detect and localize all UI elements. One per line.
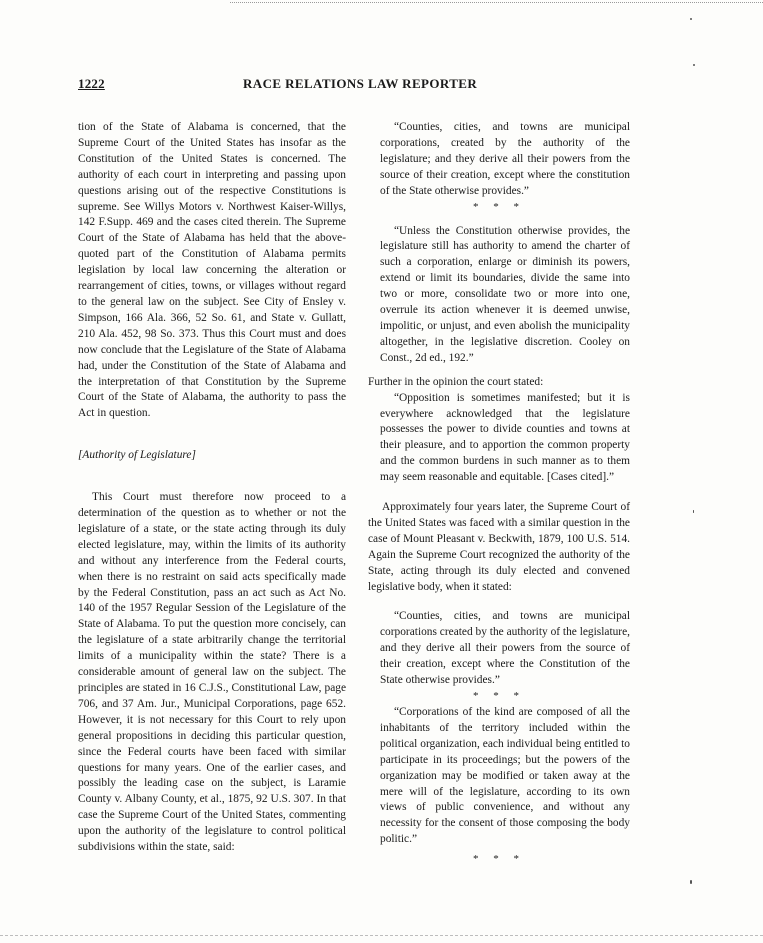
paragraph-further: Further in the opinion the court stated: [368, 375, 544, 388]
top-dotted-border [230, 2, 763, 3]
left-paragraph-2: This Court must therefore now proceed to a determination of the question as to whether or not the legislature of a state, or the state acting through its duly elected legislature, may, within the limits of its authority and without any interference from the Federal courts, when there is no restraint on said acts specifically made by the Federal Constitution, pass an act such as Act No. 140 of the 1957 Regular Session of the Legislature of the State of Alabama. To put the question more concisely, can the legislature of a state arbitrarily change the territorial limits of a municipality within the state? There is a considerable amount of general law on the subject. The principles are stated in 16 C.J.S., Constitutional Law, page 706, and 37 Am. Jur., Municipal Corporations, page 652. However, it is not necessary for this Court to rely upon general propositions in deciding this particular question, since the Federal courts have been faced with similar questions for many years. One of the earlier cases, and possibly the leading case on the subject, is Laramie County v. Albany County, et al., 1875, 92 U.S. 307. In that case the Supreme Court of the United States, commenting upon the authority of the legislature to control political subdivisions within the state, said: [78, 491, 346, 854]
quote-4: “Counties, cities, and towns are municipal corporations created by the authority of the legislature, and they derive all their powers from the source of their creation, except where the Constitution of the State otherwise provides.” [380, 610, 630, 687]
running-title: RACE RELATIONS LAW REPORTER [243, 76, 478, 91]
right-column [368, 120, 630, 868]
bottom-dashed-border [0, 935, 763, 936]
ellipsis-stars-2: * * * [473, 690, 525, 702]
left-paragraph-1: tion of the State of Alabama is concerned, that the Supreme Court of the United States has insofar as the Constitution of the United States is concerned. The authority of each court in interpreting and passing upon questions arising out of the respective Constitutions is supreme. See Willys Motors v. Northwest Kaiser-Willys, 142 F.Supp. 469 and the cases cited therein. The Supreme Court of the State of Alabama has held that the above-quoted part of the Constitution of Alabama permits legislation by local law concerning the alteration or rearrangement of cities, towns, or villages without regard to the general law on the subject. See City of Ensley v. Simpson, 166 Ala. 366, 52 So. 61, and State v. Gullatt, 210 Ala. 452, 98 So. 373. Thus this Court must and does now conclude that the Legislature of the State of Alabama had, under the Constitution of the State of Alabama and the interpretation of that Constitution by the Supreme Court of the State of Alabama, the authority to pass the Act in question. [78, 121, 346, 420]
quote-5: “Corporations of the kind are composed of all the inhabitants of the territory included within the political organization, each individual being entitled to participate in its proceedings; but the powers of the organization may be modified or taken away at the mere will of the legislature, according to its own views of public convenience, and without any necessity for the consent of those composing the body politic.” [380, 706, 630, 846]
section-heading: [Authority of Legislature] [78, 449, 196, 462]
quote-3: “Opposition is sometimes manifested; but it is everywhere acknowledged that the legislature possesses the power to divide counties and towns at their pleasure, and to apportion the common property and the common burdens in such manner as to them may seem reasonable and equitable. [Cases cited].” [380, 391, 630, 484]
page-header [78, 76, 688, 94]
ellipsis-stars-1: * * * [473, 200, 525, 213]
quote-2: “Unless the Constitution otherwise provides, the legislature still has authority to amend the charter of such a corporation, enlarge or diminish its powers, extend or limit its boundaries, divide the same into two or more, consolidate two or more into one, overrule its action whenever it is deemed unwise, impolitic, or unjust, and even abolish the municipality altogether, in the legislative discretion. Cooley on Const., 2d ed., 192.” [380, 224, 630, 364]
paragraph-approximately: Approximately four years later, the Supreme Court of the United States was faced with a similar question in the case of Mount Pleasant v. Beckwith, 1879, 100 U.S. 514. Again the Supreme Court recognized the authority of the State, acting through its duly elected and convened legislative body, when it stated: [368, 501, 630, 593]
left-column [78, 120, 346, 856]
quote-1: “Counties, cities, and towns are municipal corporations, created by the authority of the legislature; and they derive all their powers from the source of their creation, except where the constitution of the State otherwise provides.” [380, 121, 630, 197]
page-number: 1222 [78, 76, 105, 91]
ellipsis-stars-3: * * * [473, 853, 525, 866]
